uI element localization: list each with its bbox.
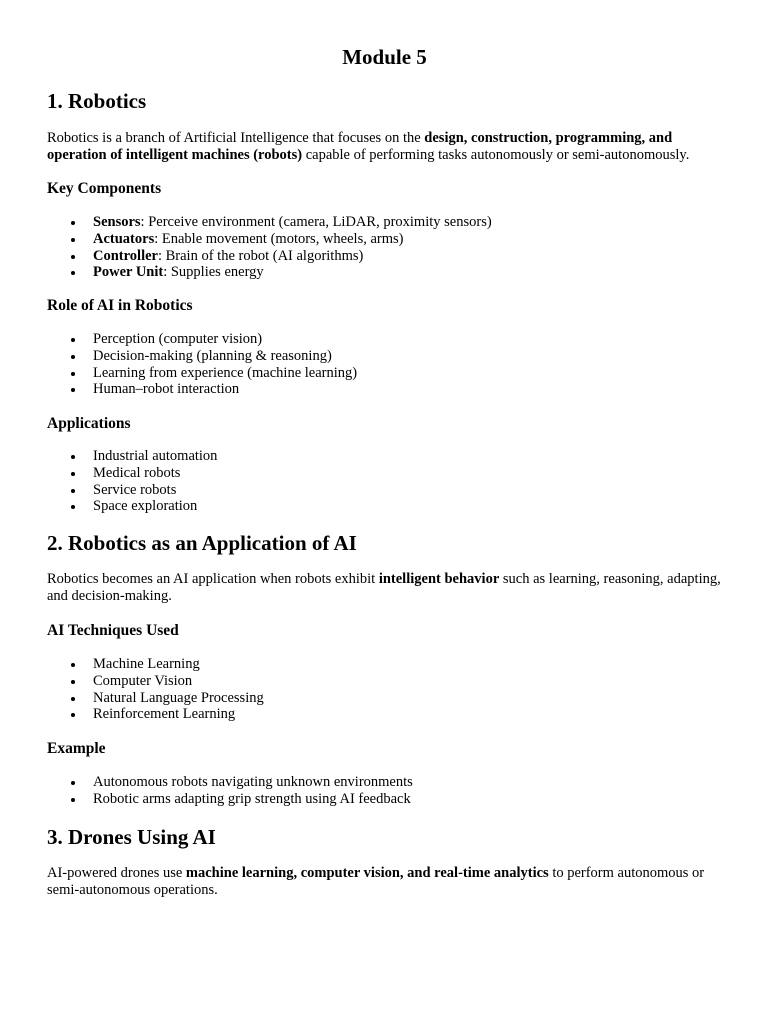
robotics-intro-paragraph [47, 130, 722, 164]
document-title: Module 5 [342, 45, 427, 69]
list-item: Learning from experience (machine learning) [93, 365, 722, 382]
drones-intro-paragraph [47, 865, 722, 899]
list-item: Space exploration [93, 498, 722, 515]
list-item-term: Power Unit [93, 264, 164, 281]
list-item-term: Sensors [93, 214, 141, 230]
section-heading-robotics: 1. Robotics [47, 89, 147, 113]
intro-bold-text: design, construction, programming, and operation of intelligent machines (robots) [47, 130, 673, 163]
list-item-desc: : Perceive environment (camera, LiDAR, proximity sensors) [140, 214, 492, 230]
intro-bold-text: intelligent behavior [378, 571, 500, 587]
list-item-desc: : Supplies energy [163, 264, 264, 281]
list-item-term: Actuators [93, 230, 155, 247]
intro-text: AI-powered drones use [47, 864, 186, 881]
list-item: Medical robots [93, 465, 722, 482]
list-item [93, 248, 722, 265]
subheading-key-components: Key Components [47, 180, 162, 197]
intro-text: capable of performing tasks autonomously or semi-autonomously. [302, 147, 690, 163]
subheading-example: Example [47, 740, 106, 757]
list-item: Perception (computer vision) [93, 331, 722, 348]
intro-bold-text: machine learning, computer vision, and real-time analytics [185, 864, 549, 881]
applications-list [47, 448, 722, 515]
list-item [93, 264, 722, 281]
list-item-desc: : Enable movement (motors, wheels, arms) [154, 230, 404, 247]
ai-techniques-list [47, 656, 722, 723]
role-of-ai-list [47, 331, 722, 398]
section-heading-drones: 3. Drones Using AI [47, 824, 216, 849]
list-item: Robotic arms adapting grip strength using AI feedback [93, 791, 722, 808]
key-components-list [47, 214, 722, 281]
list-item: Reinforcement Learning [93, 706, 722, 723]
list-item: Autonomous robots navigating unknown environments [93, 774, 722, 791]
robotics-application-intro-paragraph [47, 571, 722, 605]
section-heading-robotics-application: 2. Robotics as an Application of AI [47, 531, 357, 555]
list-item: Computer Vision [93, 673, 722, 690]
example-list [47, 774, 722, 808]
list-item: Industrial automation [93, 448, 722, 465]
subheading-role-of-ai: Role of AI in Robotics [47, 297, 193, 314]
intro-text: Robotics becomes an AI application when robots exhibit [47, 571, 379, 587]
list-item [93, 231, 722, 248]
list-item-term: Controller [93, 247, 158, 264]
list-item: Decision-making (planning & reasoning) [93, 348, 722, 365]
list-item: Machine Learning [93, 656, 722, 673]
intro-text: Robotics is a branch of Artificial Intelligence that focuses on the [47, 130, 425, 146]
list-item: Natural Language Processing [93, 690, 722, 707]
list-item: Service robots [93, 482, 722, 499]
intro-text: such as learning, reasoning, adapting, and decision-making. [47, 571, 721, 604]
list-item: Human–robot interaction [93, 381, 722, 398]
list-item-desc: : Brain of the robot (AI algorithms) [157, 247, 364, 264]
list-item [93, 214, 722, 231]
subheading-applications: Applications [47, 415, 131, 432]
subheading-ai-techniques: AI Techniques Used [47, 622, 179, 639]
intro-text: to perform autonomous or semi-autonomous operations. [47, 864, 705, 898]
